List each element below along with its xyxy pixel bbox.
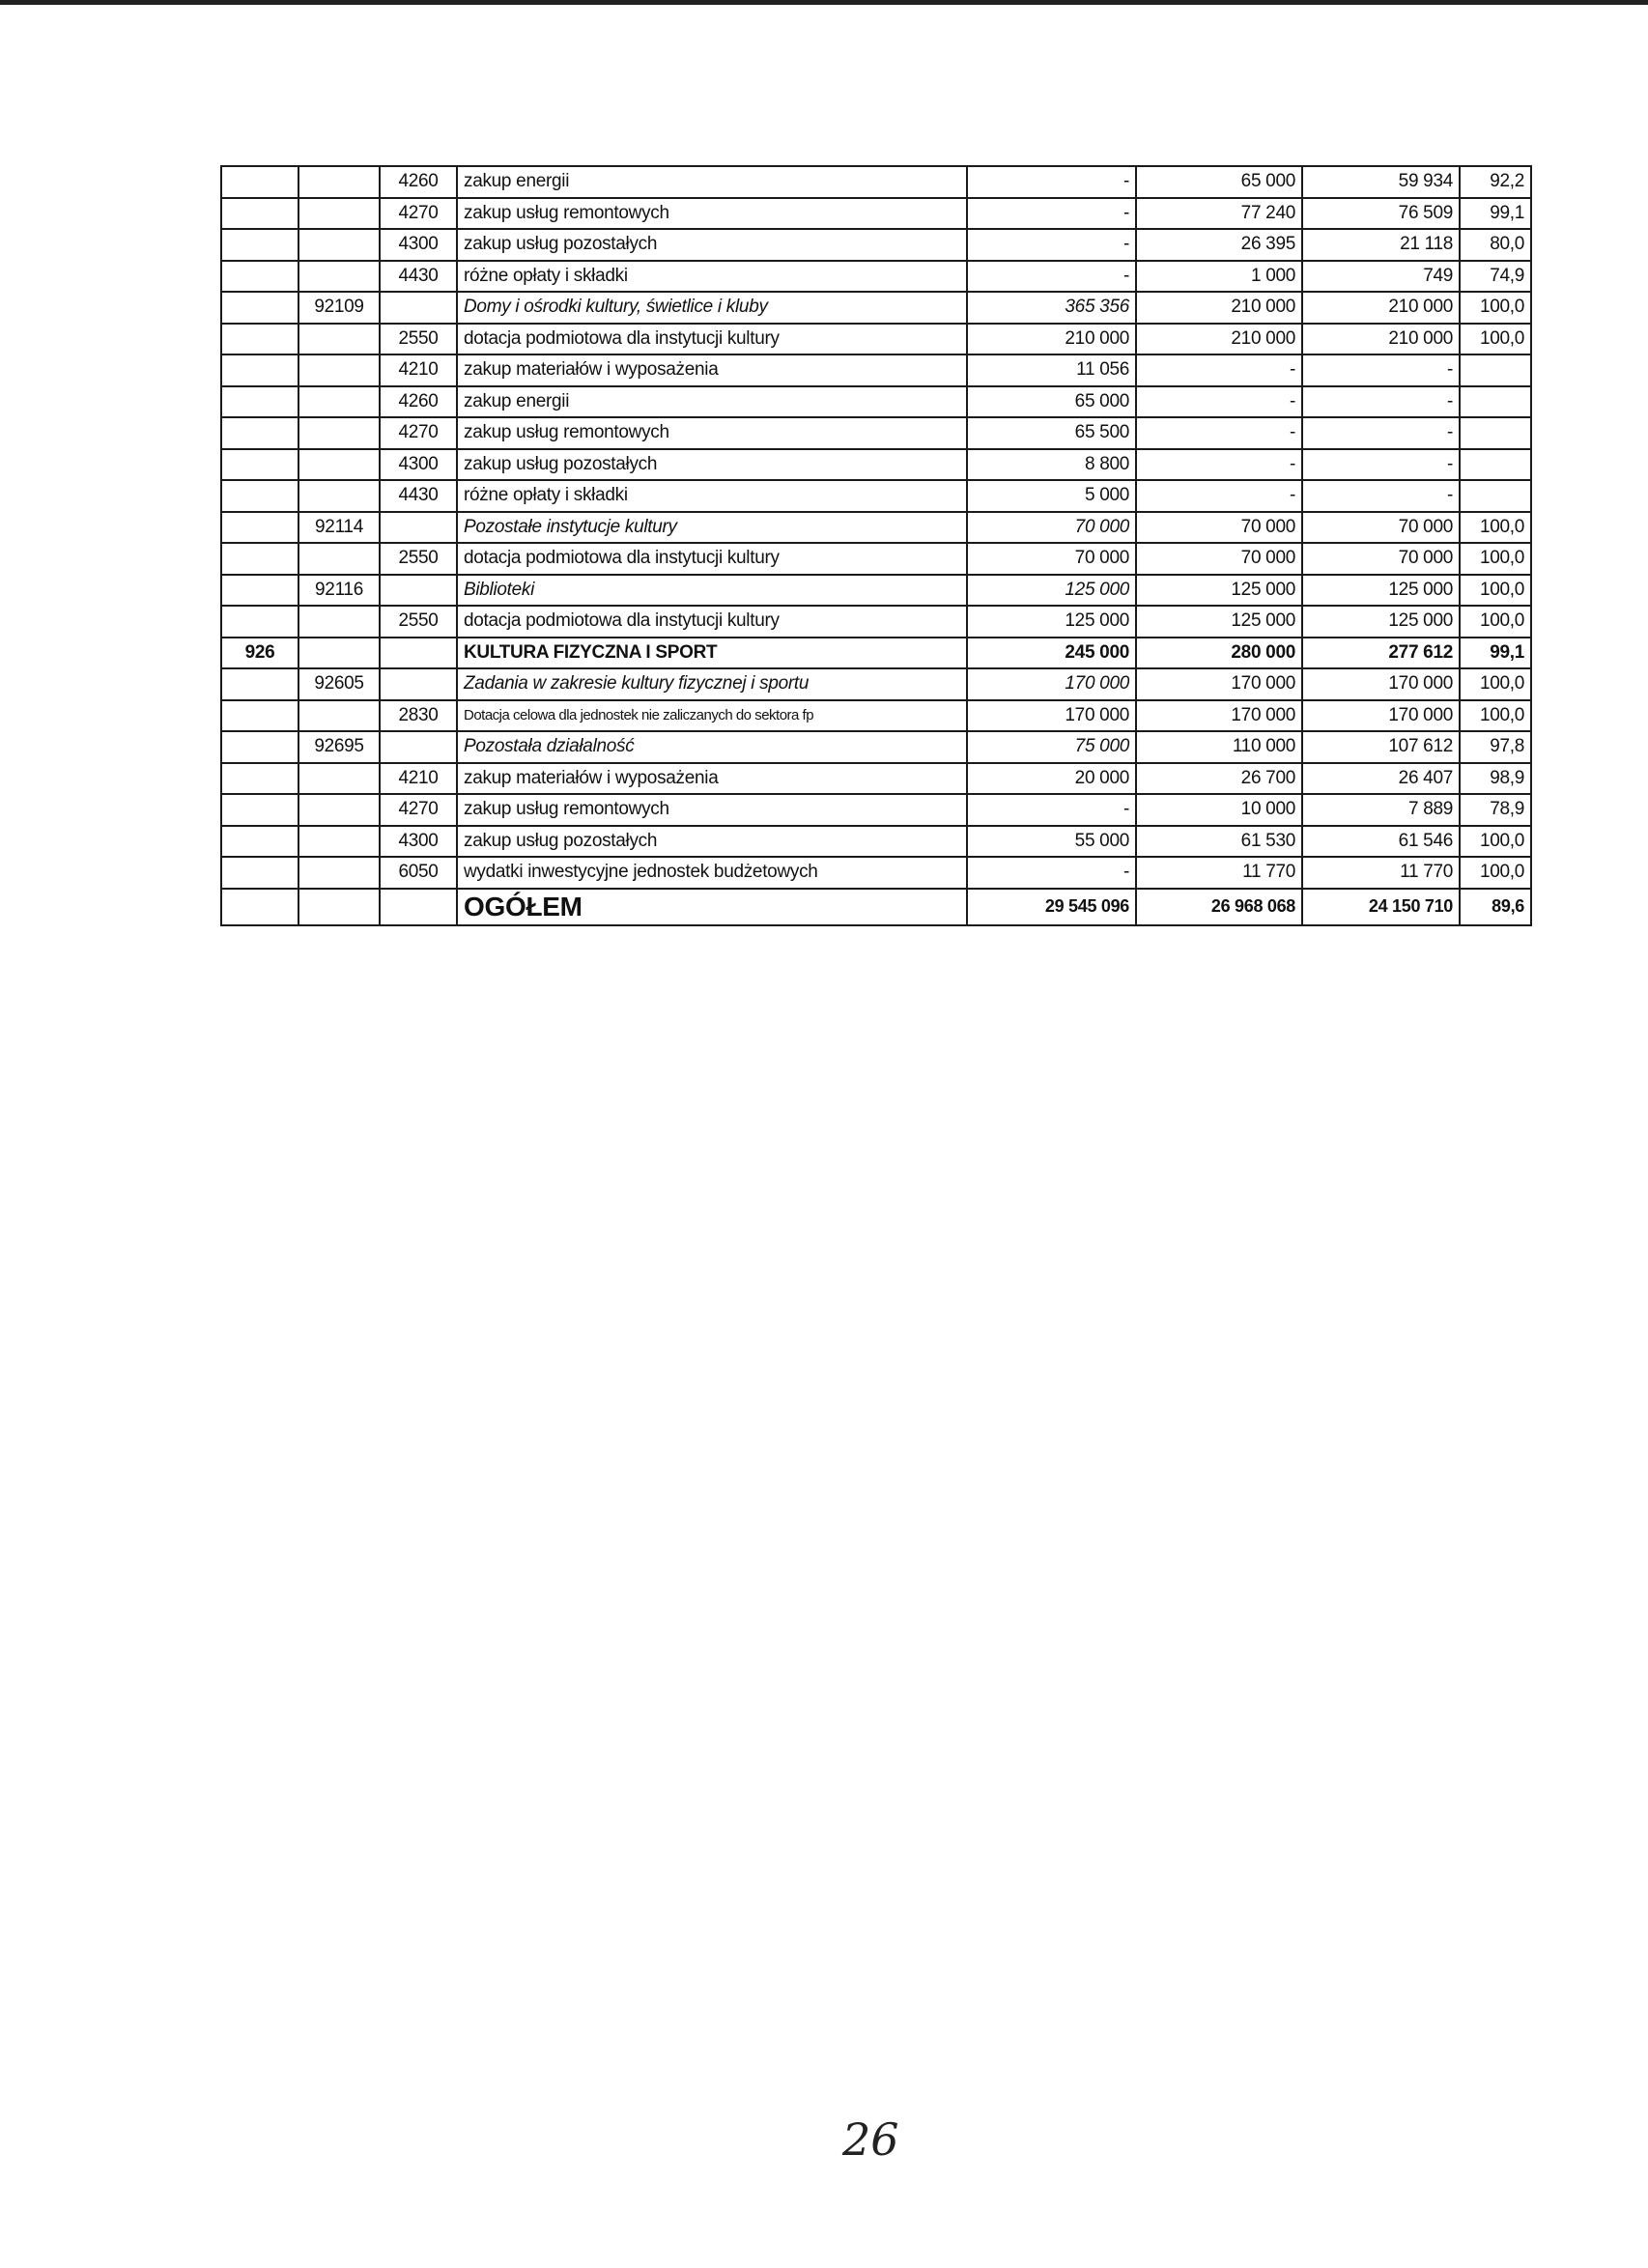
amount-cell: 77 240	[1136, 198, 1302, 230]
amount-cell: 210 000	[967, 324, 1136, 355]
amount-cell: 170 000	[1302, 700, 1460, 732]
table-row	[221, 889, 1531, 925]
amount-cell: -	[967, 794, 1136, 826]
paragraf-cell	[380, 512, 457, 544]
rozdzial-cell	[298, 354, 380, 386]
percent-cell	[1460, 354, 1531, 386]
description-cell: Dotacja celowa dla jednostek nie zaliczanych do sektora fp	[457, 700, 967, 732]
table-row	[221, 198, 1531, 230]
percent-cell: 100,0	[1460, 324, 1531, 355]
description-cell: KULTURA FIZYCZNA I SPORT	[457, 638, 967, 669]
description-cell: dotacja podmiotowa dla instytucji kultury	[457, 543, 967, 575]
table-row	[221, 229, 1531, 261]
amount-cell: -	[1302, 480, 1460, 512]
dzial-cell	[221, 261, 298, 293]
amount-cell: -	[1136, 386, 1302, 418]
percent-cell: 97,8	[1460, 731, 1531, 763]
amount-cell: -	[967, 261, 1136, 293]
dzial-cell	[221, 606, 298, 638]
rozdzial-cell	[298, 826, 380, 858]
percent-cell: 100,0	[1460, 512, 1531, 544]
paragraf-cell: 4210	[380, 354, 457, 386]
paragraf-cell: 4270	[380, 417, 457, 449]
paragraf-cell	[380, 292, 457, 324]
percent-cell: 100,0	[1460, 700, 1531, 732]
rozdzial-cell	[298, 889, 380, 925]
amount-cell: 277 612	[1302, 638, 1460, 669]
percent-cell	[1460, 417, 1531, 449]
paragraf-cell	[380, 889, 457, 925]
table-row	[221, 417, 1531, 449]
amount-cell: 125 000	[967, 606, 1136, 638]
table-row	[221, 575, 1531, 607]
table-row	[221, 292, 1531, 324]
description-cell: zakup usług remontowych	[457, 794, 967, 826]
paragraf-cell: 4270	[380, 794, 457, 826]
description-cell: zakup energii	[457, 166, 967, 198]
amount-cell: 210 000	[1136, 324, 1302, 355]
percent-cell	[1460, 386, 1531, 418]
table-row	[221, 512, 1531, 544]
amount-cell: 280 000	[1136, 638, 1302, 669]
table-row	[221, 606, 1531, 638]
description-cell: Pozostała działalność	[457, 731, 967, 763]
amount-cell: 170 000	[1136, 668, 1302, 700]
amount-cell: 70 000	[1136, 543, 1302, 575]
amount-cell: 65 000	[967, 386, 1136, 418]
paragraf-cell: 4300	[380, 449, 457, 481]
amount-cell: -	[967, 229, 1136, 261]
amount-cell: -	[967, 166, 1136, 198]
amount-cell: 107 612	[1302, 731, 1460, 763]
amount-cell: 1 000	[1136, 261, 1302, 293]
amount-cell: 55 000	[967, 826, 1136, 858]
percent-cell: 100,0	[1460, 857, 1531, 889]
dzial-cell	[221, 417, 298, 449]
percent-cell	[1460, 480, 1531, 512]
amount-cell: 65 000	[1136, 166, 1302, 198]
paragraf-cell: 2830	[380, 700, 457, 732]
dzial-cell	[221, 794, 298, 826]
description-cell: wydatki inwestycyjne jednostek budżetowych	[457, 857, 967, 889]
table-row	[221, 763, 1531, 795]
amount-cell: 26 700	[1136, 763, 1302, 795]
description-cell: zakup materiałów i wyposażenia	[457, 354, 967, 386]
dzial-cell	[221, 763, 298, 795]
paragraf-cell: 4300	[380, 826, 457, 858]
table-row	[221, 354, 1531, 386]
rozdzial-cell: 92114	[298, 512, 380, 544]
amount-cell: -	[1136, 449, 1302, 481]
dzial-cell	[221, 826, 298, 858]
table-row	[221, 794, 1531, 826]
amount-cell: 65 500	[967, 417, 1136, 449]
percent-cell: 78,9	[1460, 794, 1531, 826]
percent-cell: 74,9	[1460, 261, 1531, 293]
paragraf-cell: 4300	[380, 229, 457, 261]
amount-cell: 26 968 068	[1136, 889, 1302, 925]
dzial-cell	[221, 543, 298, 575]
description-cell: zakup usług pozostałych	[457, 229, 967, 261]
description-cell: zakup materiałów i wyposażenia	[457, 763, 967, 795]
amount-cell: 245 000	[967, 638, 1136, 669]
top-scan-border	[0, 0, 1648, 5]
paragraf-cell: 4210	[380, 763, 457, 795]
amount-cell: 5 000	[967, 480, 1136, 512]
amount-cell: 170 000	[967, 668, 1136, 700]
percent-cell: 100,0	[1460, 543, 1531, 575]
amount-cell: 70 000	[1136, 512, 1302, 544]
table-row	[221, 543, 1531, 575]
table-row	[221, 166, 1531, 198]
rozdzial-cell	[298, 857, 380, 889]
dzial-cell	[221, 889, 298, 925]
percent-cell: 99,1	[1460, 198, 1531, 230]
description-cell: zakup usług pozostałych	[457, 826, 967, 858]
paragraf-cell	[380, 638, 457, 669]
paragraf-cell: 4260	[380, 166, 457, 198]
dzial-cell	[221, 166, 298, 198]
dzial-cell	[221, 292, 298, 324]
rozdzial-cell: 92109	[298, 292, 380, 324]
dzial-cell	[221, 449, 298, 481]
description-cell: dotacja podmiotowa dla instytucji kultury	[457, 324, 967, 355]
dzial-cell	[221, 354, 298, 386]
rozdzial-cell	[298, 198, 380, 230]
rozdzial-cell	[298, 166, 380, 198]
amount-cell: 70 000	[967, 543, 1136, 575]
percent-cell: 89,6	[1460, 889, 1531, 925]
paragraf-cell: 2550	[380, 606, 457, 638]
dzial-cell	[221, 324, 298, 355]
description-cell: różne opłaty i składki	[457, 480, 967, 512]
amount-cell: 11 056	[967, 354, 1136, 386]
dzial-cell	[221, 575, 298, 607]
percent-cell: 100,0	[1460, 575, 1531, 607]
description-cell: zakup usług remontowych	[457, 417, 967, 449]
dzial-cell	[221, 229, 298, 261]
rozdzial-cell: 92116	[298, 575, 380, 607]
amount-cell: -	[967, 857, 1136, 889]
amount-cell: 26 395	[1136, 229, 1302, 261]
rozdzial-cell	[298, 794, 380, 826]
amount-cell: 170 000	[1136, 700, 1302, 732]
dzial-cell: 926	[221, 638, 298, 669]
description-cell: dotacja podmiotowa dla instytucji kultury	[457, 606, 967, 638]
rozdzial-cell: 92605	[298, 668, 380, 700]
amount-cell: -	[1302, 449, 1460, 481]
amount-cell: 210 000	[1302, 324, 1460, 355]
dzial-cell	[221, 480, 298, 512]
description-cell: zakup usług pozostałych	[457, 449, 967, 481]
description-cell: różne opłaty i składki	[457, 261, 967, 293]
amount-cell: 365 356	[967, 292, 1136, 324]
description-cell: Biblioteki	[457, 575, 967, 607]
percent-cell: 80,0	[1460, 229, 1531, 261]
amount-cell: 70 000	[967, 512, 1136, 544]
amount-cell: 24 150 710	[1302, 889, 1460, 925]
rozdzial-cell	[298, 543, 380, 575]
table-row	[221, 449, 1531, 481]
amount-cell: 170 000	[1302, 668, 1460, 700]
rozdzial-cell	[298, 449, 380, 481]
table-row	[221, 480, 1531, 512]
table-row	[221, 324, 1531, 355]
percent-cell: 100,0	[1460, 668, 1531, 700]
amount-cell: 110 000	[1136, 731, 1302, 763]
amount-cell: -	[1302, 386, 1460, 418]
amount-cell: 70 000	[1302, 543, 1460, 575]
rozdzial-cell	[298, 606, 380, 638]
rozdzial-cell	[298, 229, 380, 261]
paragraf-cell: 6050	[380, 857, 457, 889]
amount-cell: 749	[1302, 261, 1460, 293]
page-number: 26	[842, 2113, 899, 2166]
rozdzial-cell	[298, 700, 380, 732]
table-row	[221, 261, 1531, 293]
dzial-cell	[221, 731, 298, 763]
table-row	[221, 700, 1531, 732]
percent-cell: 100,0	[1460, 606, 1531, 638]
percent-cell: 98,9	[1460, 763, 1531, 795]
dzial-cell	[221, 512, 298, 544]
rozdzial-cell	[298, 763, 380, 795]
amount-cell: 59 934	[1302, 166, 1460, 198]
amount-cell: 125 000	[1302, 606, 1460, 638]
amount-cell: -	[1302, 417, 1460, 449]
paragraf-cell	[380, 731, 457, 763]
amount-cell: 170 000	[967, 700, 1136, 732]
dzial-cell	[221, 386, 298, 418]
description-cell: Zadania w zakresie kultury fizycznej i sportu	[457, 668, 967, 700]
amount-cell: 125 000	[1136, 606, 1302, 638]
amount-cell: 210 000	[1136, 292, 1302, 324]
amount-cell: 29 545 096	[967, 889, 1136, 925]
paragraf-cell	[380, 668, 457, 700]
dzial-cell	[221, 857, 298, 889]
table-row	[221, 668, 1531, 700]
dzial-cell	[221, 668, 298, 700]
amount-cell: 26 407	[1302, 763, 1460, 795]
amount-cell: 210 000	[1302, 292, 1460, 324]
percent-cell: 100,0	[1460, 826, 1531, 858]
dzial-cell	[221, 700, 298, 732]
table-row	[221, 731, 1531, 763]
paragraf-cell: 2550	[380, 543, 457, 575]
amount-cell: 11 770	[1136, 857, 1302, 889]
table-row	[221, 857, 1531, 889]
table-row	[221, 826, 1531, 858]
rozdzial-cell: 92695	[298, 731, 380, 763]
description-cell: zakup energii	[457, 386, 967, 418]
percent-cell: 99,1	[1460, 638, 1531, 669]
rozdzial-cell	[298, 417, 380, 449]
rozdzial-cell	[298, 324, 380, 355]
paragraf-cell: 2550	[380, 324, 457, 355]
amount-cell: 125 000	[1302, 575, 1460, 607]
amount-cell: -	[1136, 354, 1302, 386]
description-cell: Domy i ośrodki kultury, świetlice i kluby	[457, 292, 967, 324]
rozdzial-cell	[298, 480, 380, 512]
amount-cell: 61 546	[1302, 826, 1460, 858]
description-cell: zakup usług remontowych	[457, 198, 967, 230]
amount-cell: -	[1302, 354, 1460, 386]
table-row	[221, 638, 1531, 669]
amount-cell: 21 118	[1302, 229, 1460, 261]
dzial-cell	[221, 198, 298, 230]
paragraf-cell	[380, 575, 457, 607]
amount-cell: 10 000	[1136, 794, 1302, 826]
paragraf-cell: 4270	[380, 198, 457, 230]
amount-cell: 125 000	[967, 575, 1136, 607]
percent-cell: 100,0	[1460, 292, 1531, 324]
percent-cell: 92,2	[1460, 166, 1531, 198]
paragraf-cell: 4430	[380, 480, 457, 512]
amount-cell: 125 000	[1136, 575, 1302, 607]
percent-cell	[1460, 449, 1531, 481]
amount-cell: 76 509	[1302, 198, 1460, 230]
table-row	[221, 386, 1531, 418]
amount-cell: 7 889	[1302, 794, 1460, 826]
rozdzial-cell	[298, 386, 380, 418]
rozdzial-cell	[298, 261, 380, 293]
description-cell: OGÓŁEM	[457, 889, 967, 925]
amount-cell: 11 770	[1302, 857, 1460, 889]
amount-cell: -	[1136, 417, 1302, 449]
budget-table	[220, 165, 1532, 926]
amount-cell: 20 000	[967, 763, 1136, 795]
amount-cell: 70 000	[1302, 512, 1460, 544]
amount-cell: 75 000	[967, 731, 1136, 763]
amount-cell: 61 530	[1136, 826, 1302, 858]
description-cell: Pozostałe instytucje kultury	[457, 512, 967, 544]
budget-table-body	[221, 166, 1531, 925]
paragraf-cell: 4430	[380, 261, 457, 293]
amount-cell: -	[1136, 480, 1302, 512]
amount-cell: 8 800	[967, 449, 1136, 481]
paragraf-cell: 4260	[380, 386, 457, 418]
rozdzial-cell	[298, 638, 380, 669]
amount-cell: -	[967, 198, 1136, 230]
